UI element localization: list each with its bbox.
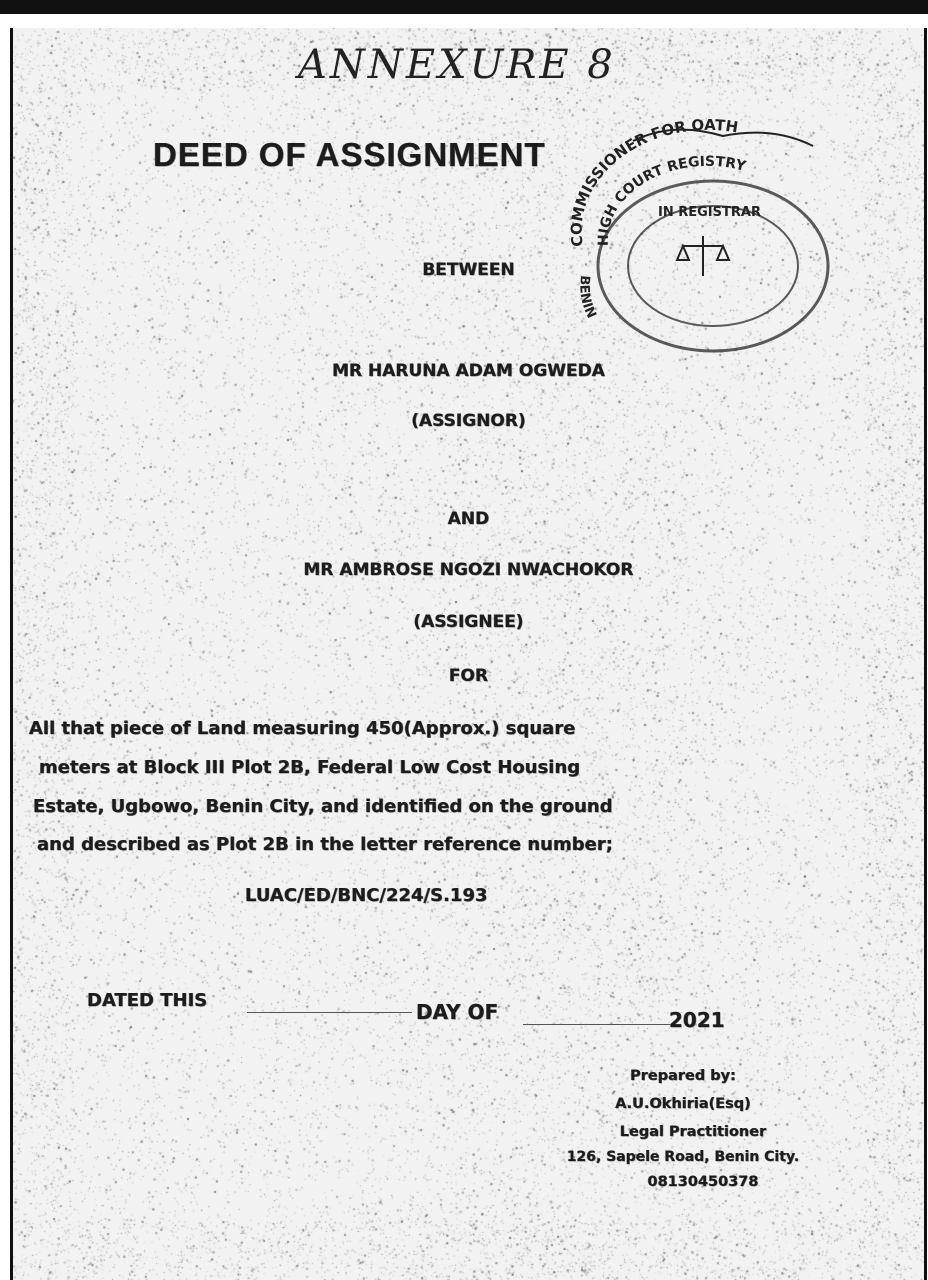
prepared-title: Legal Practitioner bbox=[619, 1124, 767, 1140]
description-line: and described as Plot 2B in the letter reference number; bbox=[37, 834, 613, 855]
stamp-inner-text: HIGH COURT REGISTRY bbox=[595, 153, 748, 247]
top-border bbox=[0, 0, 928, 14]
prepared-address: 126, Sapele Road, Benin City. bbox=[566, 1149, 800, 1165]
description-line: All that piece of Land measuring 450(Approx.) square bbox=[29, 718, 576, 739]
between-label: BETWEEN bbox=[422, 260, 515, 280]
prepared-phone: 08130450378 bbox=[647, 1174, 759, 1190]
description-line: meters at Block III Plot 2B, Federal Low Cost Housing bbox=[39, 757, 581, 778]
and-label: AND bbox=[447, 509, 490, 529]
stamp-outer-text: COMMISSIONER FOR OATH bbox=[567, 115, 740, 248]
prepared-label: Prepared by: bbox=[630, 1068, 736, 1084]
assignee-name: MR AMBROSE NGOZI NWACHOKOR bbox=[303, 560, 634, 580]
stamp-lower-text: BENIN bbox=[576, 274, 599, 321]
scanned-document bbox=[10, 28, 927, 1280]
assignee-role: (ASSIGNEE) bbox=[413, 612, 524, 632]
for-label: FOR bbox=[448, 666, 489, 686]
stamp-registry-line: IN REGISTRAR bbox=[658, 205, 761, 220]
date-blank bbox=[247, 1012, 412, 1013]
document-title: DEED OF ASSIGNMENT bbox=[153, 136, 546, 173]
handwritten-annotation: ANNEXURE 8 bbox=[298, 42, 616, 88]
court-stamp bbox=[553, 96, 853, 356]
prepared-name: A.U.Okhiria(Esq) bbox=[615, 1096, 751, 1112]
dated-label: DATED THIS bbox=[87, 990, 208, 1011]
reference-number: LUAC/ED/BNC/224/S.193 bbox=[245, 885, 488, 906]
day-of-label: DAY OF bbox=[416, 1000, 499, 1024]
description-line: Estate, Ugbowo, Benin City, and identified on the ground bbox=[33, 796, 613, 817]
month-blank bbox=[523, 1024, 673, 1025]
assignor-role: (ASSIGNOR) bbox=[411, 411, 526, 431]
year: 2021 bbox=[669, 1008, 725, 1032]
svg-text:HIGH COURT REGISTRY bbox=[596, 154, 748, 246]
assignor-name: MR HARUNA ADAM OGWEDA bbox=[332, 361, 605, 381]
svg-text:BENIN bbox=[576, 275, 598, 321]
